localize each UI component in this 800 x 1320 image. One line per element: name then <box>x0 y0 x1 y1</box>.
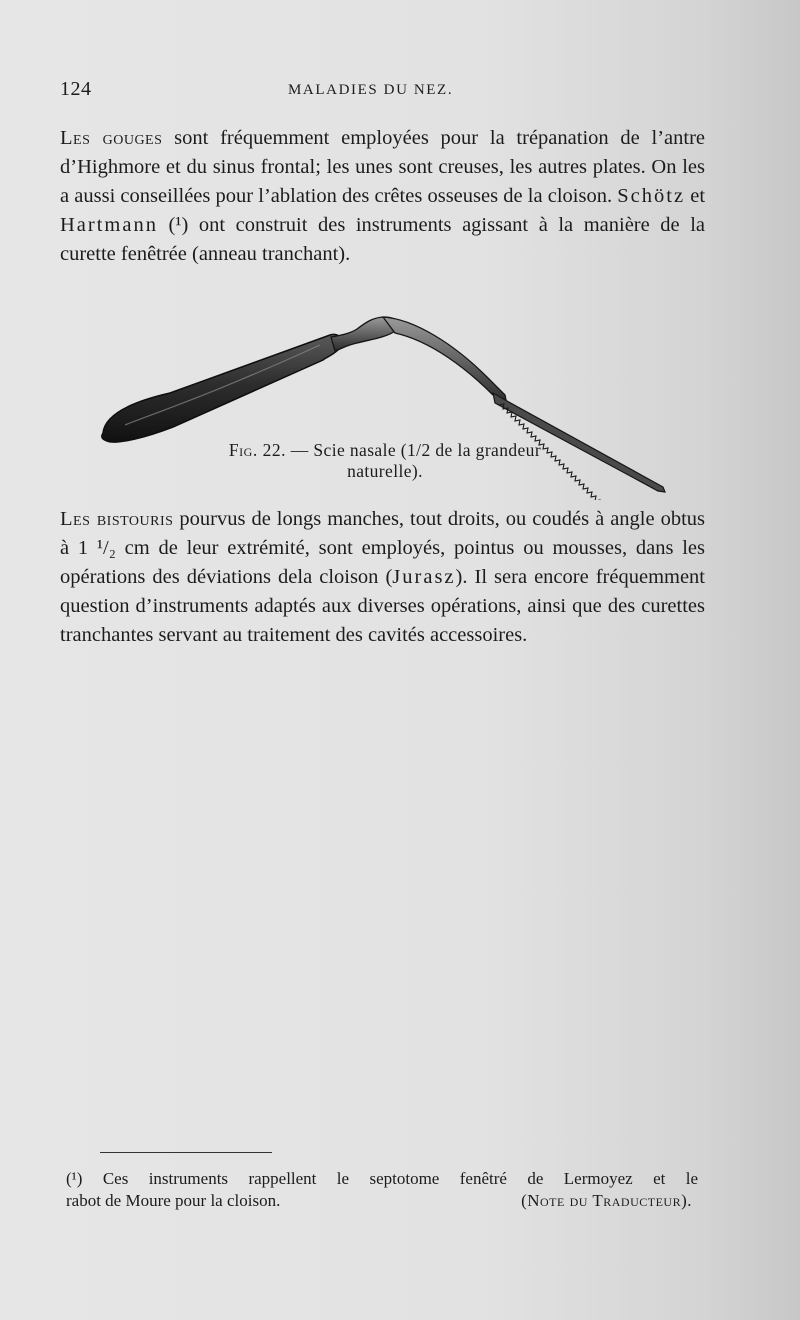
figure-caption-text: — Scie nasale (1/2 de la grandeur naturelle). <box>285 440 542 481</box>
author-name: Schötz <box>617 185 686 207</box>
paragraph-bistouris <box>60 505 705 650</box>
translator-note: (Note du Traducteur). <box>521 1191 692 1210</box>
footnote-divider <box>100 1152 272 1153</box>
footnote-text-continued: rabot de Moure pour la cloison. <box>66 1191 281 1210</box>
saw-shaft <box>383 317 507 405</box>
footnote <box>66 1168 698 1212</box>
paragraph-text: sont fréquemment employées pour la trépanation de l’antre d’Highmore et du sinus frontal; les unes sont creuses, les autres plates. On les a aussi conseillées pour l’ablation des crêtes osseuses de la cloison. <box>60 127 705 207</box>
running-head: MALADIES DU NEZ. <box>288 82 454 98</box>
figure-caption <box>225 440 545 482</box>
paragraph-text: pourvus de longs manches, tout droits, ou coudés à angle obtus à 1 ¹/₂ cm de leur extrémité, sont employés, pointus ou mousses, dans les opérations des déviations dela cloison ( <box>60 508 705 588</box>
author-name: Jurasz <box>392 566 456 588</box>
saw-handle <box>102 334 342 442</box>
paragraph-gouges <box>60 124 705 269</box>
footnote-text: (¹) Ces instruments rappellent le septotome fenêtré de Lermoyez et le <box>66 1169 698 1188</box>
bleed-through-texture <box>70 690 710 715</box>
paragraph-text: ). Il sera encore fréquemment question d’instruments adaptés aux diverses opérations, ainsi que des curettes tranchantes servant au traitement des cavités accessoires. <box>60 566 706 646</box>
paragraph-text: et <box>685 185 706 207</box>
author-name: Hartmann <box>60 214 158 236</box>
figure-label: Fig. 22. <box>228 440 286 460</box>
paragraph-lead: Les gouges <box>60 127 163 149</box>
paragraph-text: (¹) ont construit des instruments agissant à la manière de la curette fenêtrée (anneau tranchant). <box>60 214 705 265</box>
page-header <box>60 78 700 104</box>
paragraph-lead: Les bistouris <box>60 508 174 530</box>
page-number: 124 <box>60 78 92 100</box>
